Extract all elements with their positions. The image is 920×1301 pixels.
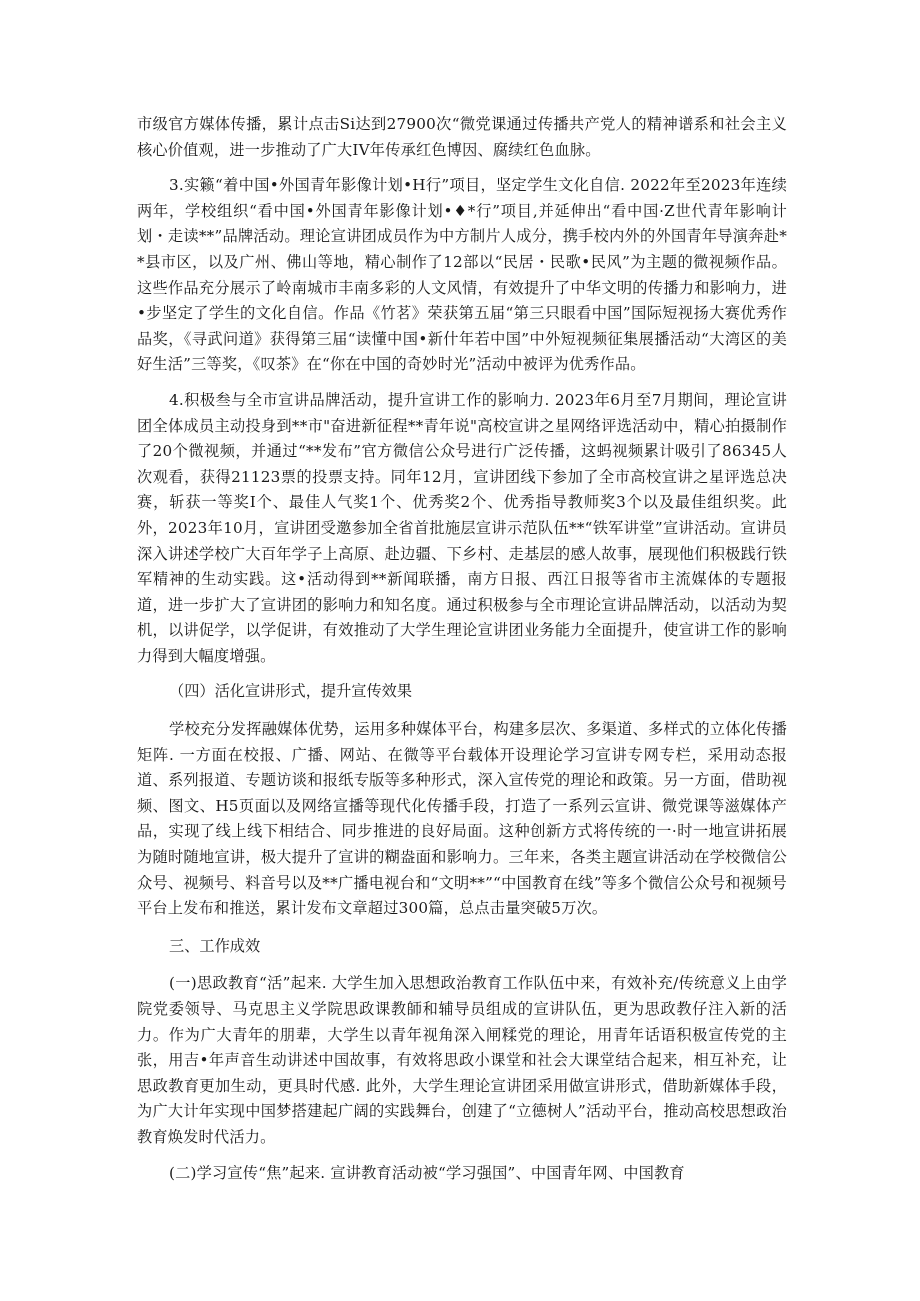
paragraph-result-2: (二)学习宣传“焦”起来. 宣讲教育活动被“学习强国”、中国青年网、中国教育 (169, 1163, 685, 1182)
section-heading-results: 三、工作成效 (169, 936, 261, 955)
section-heading-4: （四）活化宣讲形式，提升宣传效果 (169, 682, 412, 701)
paragraph-continuation: 市级官方媒体传播，累计点击Si达到27900次“微党课通过传播共产党人的精神谱系和社会主义核心价值观，进一步推动了广大IV年传承红色博因、腐续红色血脉。 (137, 115, 787, 159)
paragraph-media-matrix: 学校充分发挥融媒体优势，运用多种媒体平台，构建多层次、多渠道、多样式的立体化传播矩阵. 一方面在校报、广播、网站、在微等平台载体开设理论学习宣讲专网专栏，采用动态报道、系列报道、专题访谈和报纸专版等多种形式，深入宣传党的理论和政策。另一方面，借助视频、图文、H5页面以及网络宣播等现代化传播手段，打造了一系列云宣讲、微党课等滋媒体产品，实现了线上线下相结合、同步推进的良好局面。这种创新方式将传统的一·时一地宣讲拓展为随时随地宣讲，极大提升了宣讲的糊盎面和影响力。三年来，各类主题宣讲活动在学校微信公众号、视频号、料音号以及**广播电视台和“文明**”“中国教育在线”等多个微信公众号和视频号平台上发布和推送，累计发布文章超过300篇，总点击量突破5万次。 (137, 720, 787, 918)
paragraph-item-4: 4.积极叁与全市宣讲品牌活动，提升宣讲工作的影响力. 2023年6月至7月期间，理论宣讲团全体成员主动投身到**市"奋进新征程**青年说"高校宣讲之星网络评选活动中，精心拍摄制作了20个微视频，并通过“**发布”官方微信公众号进行广泛传播，这蚂视频累计吸引了86345人次观看，获得21123票的投票支持。同年12月，宣讲团线下参加了全市高校宣讲之星评选总决赛，斩获一等奖I个、最佳人气奖1个、优秀奖2个、优秀指导教师奖3个以及最佳组织奖。此外，2023年10月，宣讲团受邀参加全省首批施层宣讲示范队伍**“铁军讲堂”宣讲活动。宣讲员深入讲述学校广大百年学子上高原、赴边疆、下乡村、走基层的感人故事，展现他们积极践行铁军精神的生动实践。这•活动得到**新闻联播，南方日报、西江日报等省市主流媒体的专题报道，进一步扩大了宣讲团的影响力和知名度。通过积极参与全市理论宣讲品牌活动，以活动为契机，以讲促学，以学促讲，有效推动了大学生理论宣讲团业务能力全面提升，使宣讲工作的影响力得到大幅度增强。 (137, 390, 787, 665)
document-body (137, 112, 787, 1186)
paragraph-result-1: (一)思政教育“活”起来. 大学生加入思想政治教育工作队伍中来，有效补充/传统意义上由学院党委领导、马克思主义学院思政课教師和辅导员组成的宣讲队伍，更为思政教仔注入新的活力。作为广大青年的朋辈，大学生以青年视角深入闸糅党的理论，用青年话语积极宣传党的主张，用吉•年声音生动讲述中国故事，有效将思政小课堂和社会大课堂结合起来，相互补充，让思政教育更加生动，更具时代感. 此外，大学生理论宣讲团采用做宣讲形式，借助新媒体手段，为广大计年实现中国梦搭建起广阔的实践舞台，创建了“立德树人”活动平台，推动高校思想政治教育焕发时代活力。 (137, 974, 787, 1146)
paragraph-item-3: 3.实籁“着中国•外国青年影像计划•H行”项目，坚定学生文化自信. 2022年至2023年连续两年，学校组织“看中国•外国青年影像计划•♦*行”项目,并延伸出“看中国·Z世代青年影响计划・走读**”品牌活动。理论宣讲团成员作为中方制片人成分，携手校内外的外国青年导演奔赴**县市区，以及广州、佛山等地，精心制作了12部以“民居・民歌•民风”为主题的微视频作品。这些作品充分展示了岭南城市丰南多彩的人文风情，有效提升了中华文明的传播力和影响力，进•步坚定了学生的文化自信。作品《竹茗》荣获第五届“第三只眼看中国”国际短视扬大赛优秀作品奖，《寻武问道》获得第三届“读懂中国•新什年若中国”中外短视频征集展播活动“大湾区的美好生活”三等奖，《叹茶》在“你在中国的奇妙时光”活动中被评为优秀作品。 (137, 176, 787, 374)
